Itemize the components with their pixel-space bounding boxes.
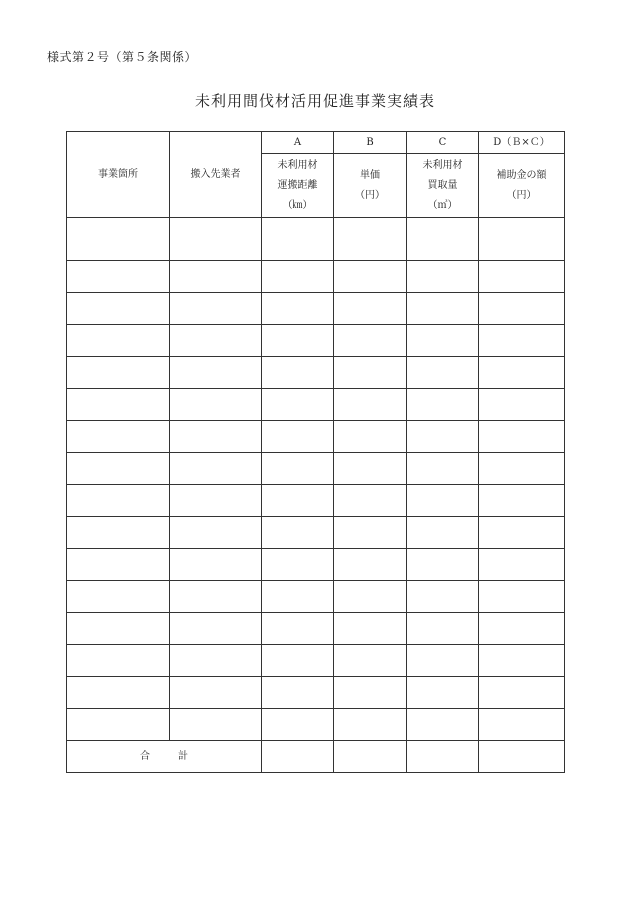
table-cell[interactable]: [334, 357, 407, 389]
table-cell[interactable]: [479, 549, 565, 581]
table-cell[interactable]: [170, 325, 262, 357]
table-cell[interactable]: [67, 453, 170, 485]
table-cell[interactable]: [262, 293, 334, 325]
table-cell[interactable]: [67, 517, 170, 549]
table-cell[interactable]: [67, 709, 170, 741]
table-cell[interactable]: [262, 485, 334, 517]
table-cell[interactable]: [67, 293, 170, 325]
table-cell[interactable]: [262, 517, 334, 549]
header-location: 事業箇所: [67, 132, 170, 218]
table-cell[interactable]: [170, 218, 262, 261]
table-row: [67, 645, 565, 677]
table-cell[interactable]: [407, 261, 479, 293]
table-cell[interactable]: [262, 421, 334, 453]
table-cell[interactable]: [170, 357, 262, 389]
table-row: [67, 453, 565, 485]
table-row: [67, 357, 565, 389]
table-cell[interactable]: [479, 677, 565, 709]
table-cell[interactable]: [334, 709, 407, 741]
table-cell[interactable]: [407, 485, 479, 517]
header-distance-line: 運搬距離: [277, 179, 318, 191]
header-letter-b: B: [334, 132, 407, 154]
header-distance-line: 未利用材: [277, 159, 318, 171]
table-cell[interactable]: [262, 453, 334, 485]
table-cell[interactable]: [170, 517, 262, 549]
header-distance: [262, 154, 334, 218]
table-cell[interactable]: [334, 613, 407, 645]
table-cell[interactable]: [479, 389, 565, 421]
table-row: [67, 549, 565, 581]
header-letter-d: D（Ｂ×Ｃ）: [479, 132, 565, 154]
header-unit-price-unit: （円）: [355, 189, 385, 201]
table-cell[interactable]: [334, 389, 407, 421]
table-cell[interactable]: [407, 218, 479, 261]
table-cell[interactable]: [262, 549, 334, 581]
table-cell[interactable]: [479, 485, 565, 517]
header-letter-row: [67, 132, 565, 154]
total-label: [67, 741, 262, 773]
header-subsidy: [479, 154, 565, 218]
total-label-first: 合: [140, 751, 150, 762]
table-cell[interactable]: [67, 581, 170, 613]
report-table: [66, 131, 565, 773]
table-cell[interactable]: [262, 357, 334, 389]
header-unit-price-line: 単価: [360, 169, 380, 181]
table-cell[interactable]: [67, 325, 170, 357]
table-cell[interactable]: [407, 453, 479, 485]
table-cell[interactable]: [170, 613, 262, 645]
table-cell[interactable]: [334, 453, 407, 485]
table-cell[interactable]: [407, 357, 479, 389]
table-cell[interactable]: [479, 261, 565, 293]
table-cell[interactable]: [407, 613, 479, 645]
table-cell[interactable]: [170, 645, 262, 677]
table-row: [67, 293, 565, 325]
table-cell[interactable]: [479, 293, 565, 325]
table-cell[interactable]: [170, 709, 262, 741]
table-row: [67, 517, 565, 549]
table-cell[interactable]: [479, 453, 565, 485]
table-cell[interactable]: [262, 581, 334, 613]
table-cell[interactable]: [170, 581, 262, 613]
table-cell[interactable]: [407, 709, 479, 741]
table-cell[interactable]: [262, 677, 334, 709]
table-cell[interactable]: [334, 485, 407, 517]
table-cell[interactable]: [67, 261, 170, 293]
table-cell[interactable]: [334, 677, 407, 709]
table-cell[interactable]: [170, 485, 262, 517]
table-cell[interactable]: [67, 485, 170, 517]
table-cell[interactable]: [67, 357, 170, 389]
table-cell[interactable]: [407, 293, 479, 325]
form-number: 様式第２号（第５条関係）: [47, 50, 198, 64]
header-unit-price: [334, 154, 407, 218]
table-cell[interactable]: [67, 421, 170, 453]
table-cell[interactable]: [170, 421, 262, 453]
table-row: [67, 613, 565, 645]
table-cell[interactable]: [407, 421, 479, 453]
table-cell[interactable]: [334, 218, 407, 261]
table-cell[interactable]: [262, 325, 334, 357]
table-cell[interactable]: [170, 293, 262, 325]
table-row: [67, 581, 565, 613]
table-cell[interactable]: [334, 645, 407, 677]
table-cell[interactable]: [262, 645, 334, 677]
table-cell[interactable]: [407, 645, 479, 677]
total-cell[interactable]: [479, 741, 565, 773]
header-distance-unit: （㎞）: [282, 199, 313, 211]
table-cell[interactable]: [407, 581, 479, 613]
table-cell[interactable]: [479, 613, 565, 645]
table-row: [67, 325, 565, 357]
table-cell[interactable]: [479, 357, 565, 389]
table-row: [67, 421, 565, 453]
header-volume-unit: （㎥）: [427, 199, 458, 211]
header-destination: 搬入先業者: [170, 132, 262, 218]
table-cell[interactable]: [67, 218, 170, 261]
total-cell[interactable]: [334, 741, 407, 773]
table-cell[interactable]: [262, 613, 334, 645]
table-cell[interactable]: [479, 581, 565, 613]
table-cell[interactable]: [67, 677, 170, 709]
table-cell[interactable]: [67, 549, 170, 581]
table-cell[interactable]: [334, 325, 407, 357]
table-cell[interactable]: [262, 261, 334, 293]
table-row: [67, 485, 565, 517]
table-cell[interactable]: [334, 549, 407, 581]
table-cell[interactable]: [67, 645, 170, 677]
table-row: [67, 261, 565, 293]
table-cell[interactable]: [334, 517, 407, 549]
header-volume: [407, 154, 479, 218]
table-cell[interactable]: [334, 293, 407, 325]
document-title: 未利用間伐材活用促進事業実績表: [194, 92, 435, 110]
header-volume-line: 買取量: [427, 179, 458, 191]
table-cell[interactable]: [170, 453, 262, 485]
table-cell[interactable]: [262, 709, 334, 741]
table-cell[interactable]: [407, 389, 479, 421]
header-volume-line: 未利用材: [422, 159, 463, 171]
total-cell[interactable]: [262, 741, 334, 773]
table-row: [67, 677, 565, 709]
table-cell[interactable]: [170, 677, 262, 709]
table-cell[interactable]: [334, 581, 407, 613]
header-letter-c: C: [407, 132, 479, 154]
table-row: [67, 218, 565, 261]
total-label-second: 計: [178, 751, 188, 762]
header-subsidy-unit: （円）: [506, 189, 537, 201]
table-cell[interactable]: [479, 421, 565, 453]
table-cell[interactable]: [479, 325, 565, 357]
table-cell[interactable]: [407, 677, 479, 709]
table-cell[interactable]: [407, 325, 479, 357]
header-subsidy-line: 補助金の額: [496, 169, 547, 181]
table-cell[interactable]: [407, 517, 479, 549]
table-cell[interactable]: [170, 261, 262, 293]
table-cell[interactable]: [479, 645, 565, 677]
table-cell[interactable]: [479, 517, 565, 549]
table-cell[interactable]: [67, 613, 170, 645]
table-cell[interactable]: [67, 389, 170, 421]
table-cell[interactable]: [170, 549, 262, 581]
table-cell[interactable]: [334, 261, 407, 293]
table-cell[interactable]: [262, 218, 334, 261]
header-letter-a: A: [262, 132, 334, 154]
total-row: [67, 741, 565, 773]
table-cell[interactable]: [479, 709, 565, 741]
table-row: [67, 389, 565, 421]
table-cell[interactable]: [170, 389, 262, 421]
table-row: [67, 709, 565, 741]
table-cell[interactable]: [479, 218, 565, 261]
table-cell[interactable]: [407, 549, 479, 581]
table-cell[interactable]: [334, 421, 407, 453]
total-cell[interactable]: [407, 741, 479, 773]
table-cell[interactable]: [262, 389, 334, 421]
